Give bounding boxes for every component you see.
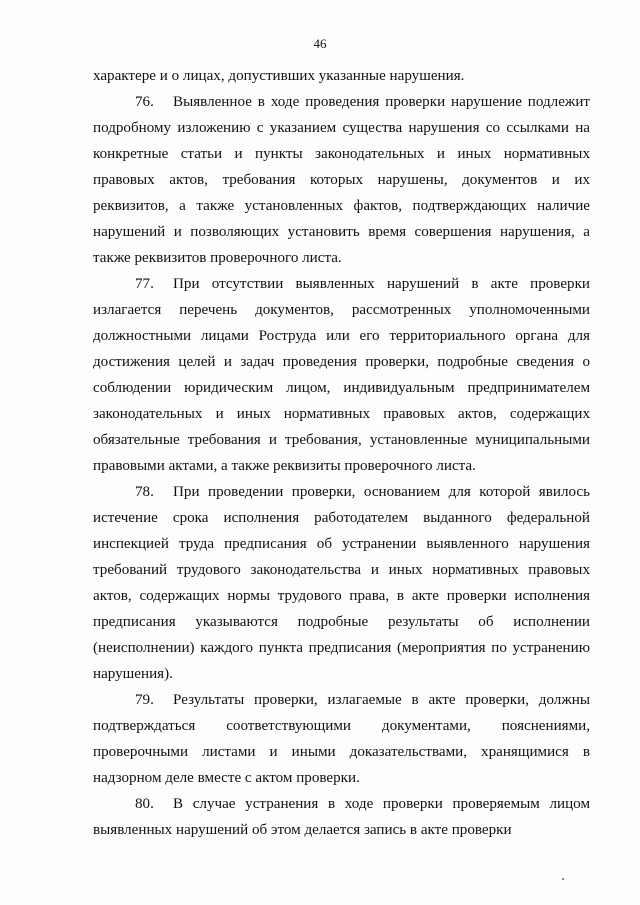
page-number: 46 [313,36,327,51]
paragraph-number: 79. [135,692,154,708]
paragraph-78 [93,479,590,687]
paragraph-text: Результаты проверки, излагаемые в акте проверки, должны подтверждаться соответствующими документами, пояснениями, проверочными листами и иными доказательствами, хранящимися в надзорном деле вместе с актом проверки. [93,692,590,786]
paragraph-number: 77. [135,276,154,292]
paragraph-number: 78. [135,484,154,500]
paragraph-text: При проведении проверки, основанием для которой явилось истечение срока исполнения работодателем выданного федеральной инспекцией труда предписания об устранении выявленного нарушения требований трудового законодательства и иных нормативных правовых актов, содержащих нормы трудового права, в акте проверки исполнения предписания указываются подробные результаты об исполнении (неисполнении) каждого пункта предписания (мероприятия по устранению нарушения). [93,484,590,682]
paragraph-number: 80. [135,796,154,812]
paragraph-text: В случае устранения в ходе проверки проверяемым лицом выявленных нарушений об этом делается запись в акте проверки [93,796,590,838]
paragraph-text: При отсутствии выявленных нарушений в акте проверки излагается перечень документов, рассмотренных уполномоченными должностными лицами Роструда или его территориального органа для достижения целей и задач проведения проверки, подробные сведения о соблюдении юридическим лицом, индивидуальным предпринимателем законодательных и иных нормативных правовых актов, содержащих обязательные требования и требования, установленные муниципальными правовыми актами, а также реквизиты проверочного листа. [93,276,590,474]
scan-speck [562,878,564,880]
paragraph-number: 76. [135,94,154,110]
paragraph-79 [93,687,590,791]
paragraph-76 [93,89,590,271]
lead-paragraph: характере и о лицах, допустивших указанные нарушения. [93,68,465,84]
paragraph-80 [93,791,590,843]
paragraph-77 [93,271,590,479]
document-body [93,63,590,843]
paragraph-text: Выявленное в ходе проведения проверки нарушение подлежит подробному изложению с указанием существа нарушения со ссылками на конкретные статьи и пункты законодательных и иных нормативных правовых актов, требования которых нарушены, документов и их реквизитов, а также установленных фактов, подтверждающих наличие нарушений и позволяющих установить время совершения нарушения, а также реквизитов проверочного листа. [93,94,590,266]
